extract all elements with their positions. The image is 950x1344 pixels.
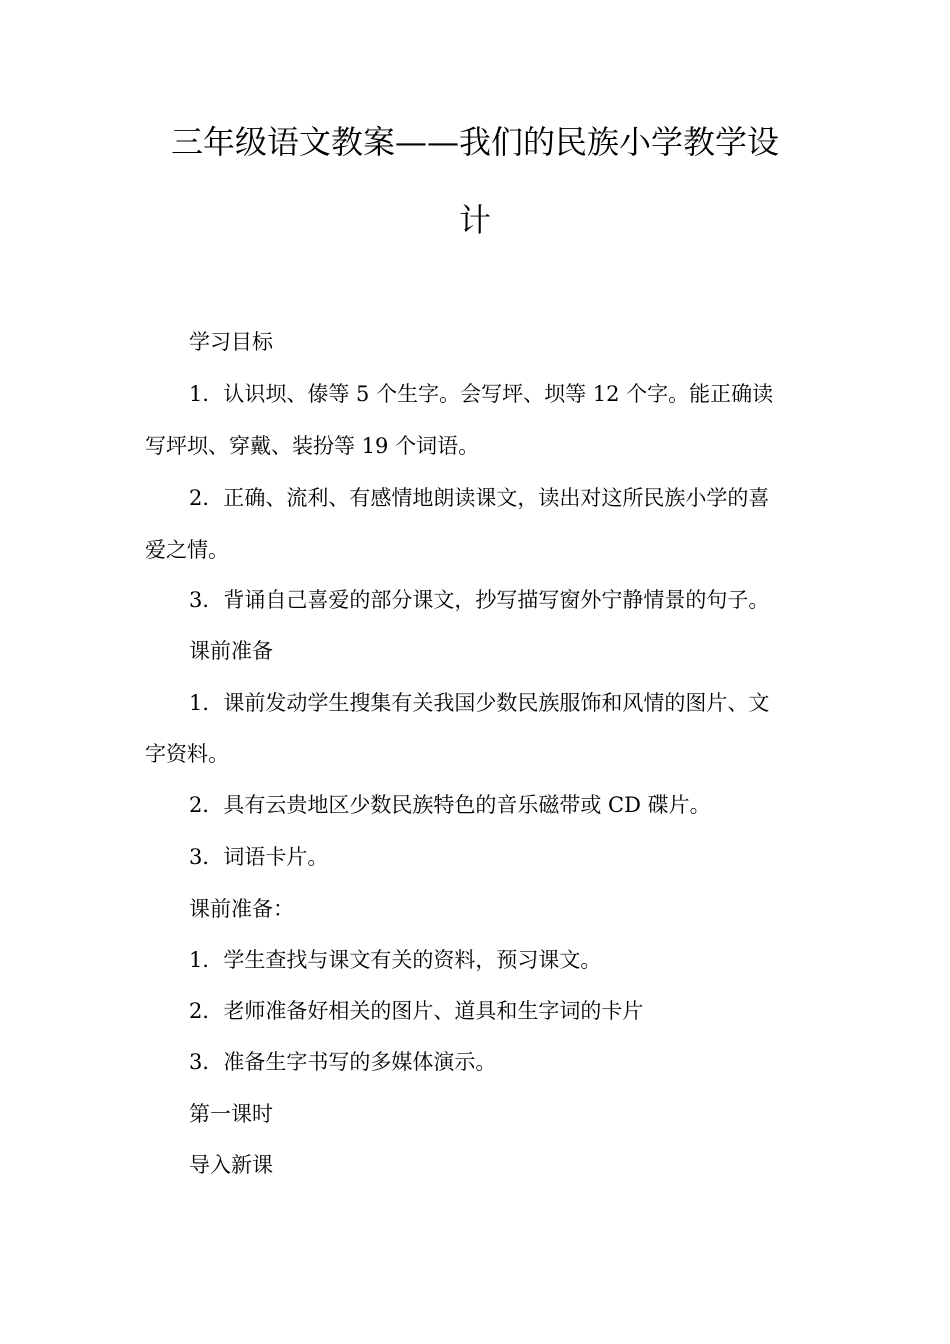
- prep2-2: 2．老师准备好相关的图片、道具和生字词的卡片: [189, 999, 644, 1023]
- heading-preparation-2: 课前准备：: [189, 897, 294, 921]
- goal-1-line-1: 1．认识坝、傣等 5 个生字。会写坪、坝等 12 个字。能正确读: [189, 382, 774, 406]
- heading-first-lesson: 第一课时: [189, 1102, 273, 1126]
- prep-1-line-2: 字资料。: [145, 742, 229, 766]
- goal-1-line-2: 写坪坝、穿戴、装扮等 19 个词语。: [145, 434, 480, 458]
- prep-2: 2．具有云贵地区少数民族特色的音乐磁带或 CD 碟片。: [189, 793, 711, 817]
- goal-2-line-1: 2．正确、流利、有感情地朗读课文，读出对这所民族小学的喜: [189, 486, 770, 510]
- document-title-line-1: 三年级语文教案——我们的民族小学教学设: [170, 123, 779, 161]
- heading-preparation: 课前准备: [189, 639, 273, 663]
- document-title-line-2: 计: [458, 201, 491, 239]
- prep2-3: 3．准备生字书写的多媒体演示。: [189, 1050, 497, 1074]
- heading-learning-goals: 学习目标: [189, 330, 273, 354]
- heading-introduction: 导入新课: [189, 1153, 273, 1177]
- prep-1-line-1: 1．课前发动学生搜集有关我国少数民族服饰和风情的图片、文: [189, 691, 770, 715]
- prep-3: 3．词语卡片。: [189, 845, 329, 869]
- goal-2-line-2: 爱之情。: [145, 538, 229, 562]
- prep2-1: 1．学生查找与课文有关的资料，预习课文。: [189, 948, 602, 972]
- goal-3: 3．背诵自己喜爱的部分课文，抄写描写窗外宁静情景的句子。: [189, 588, 770, 612]
